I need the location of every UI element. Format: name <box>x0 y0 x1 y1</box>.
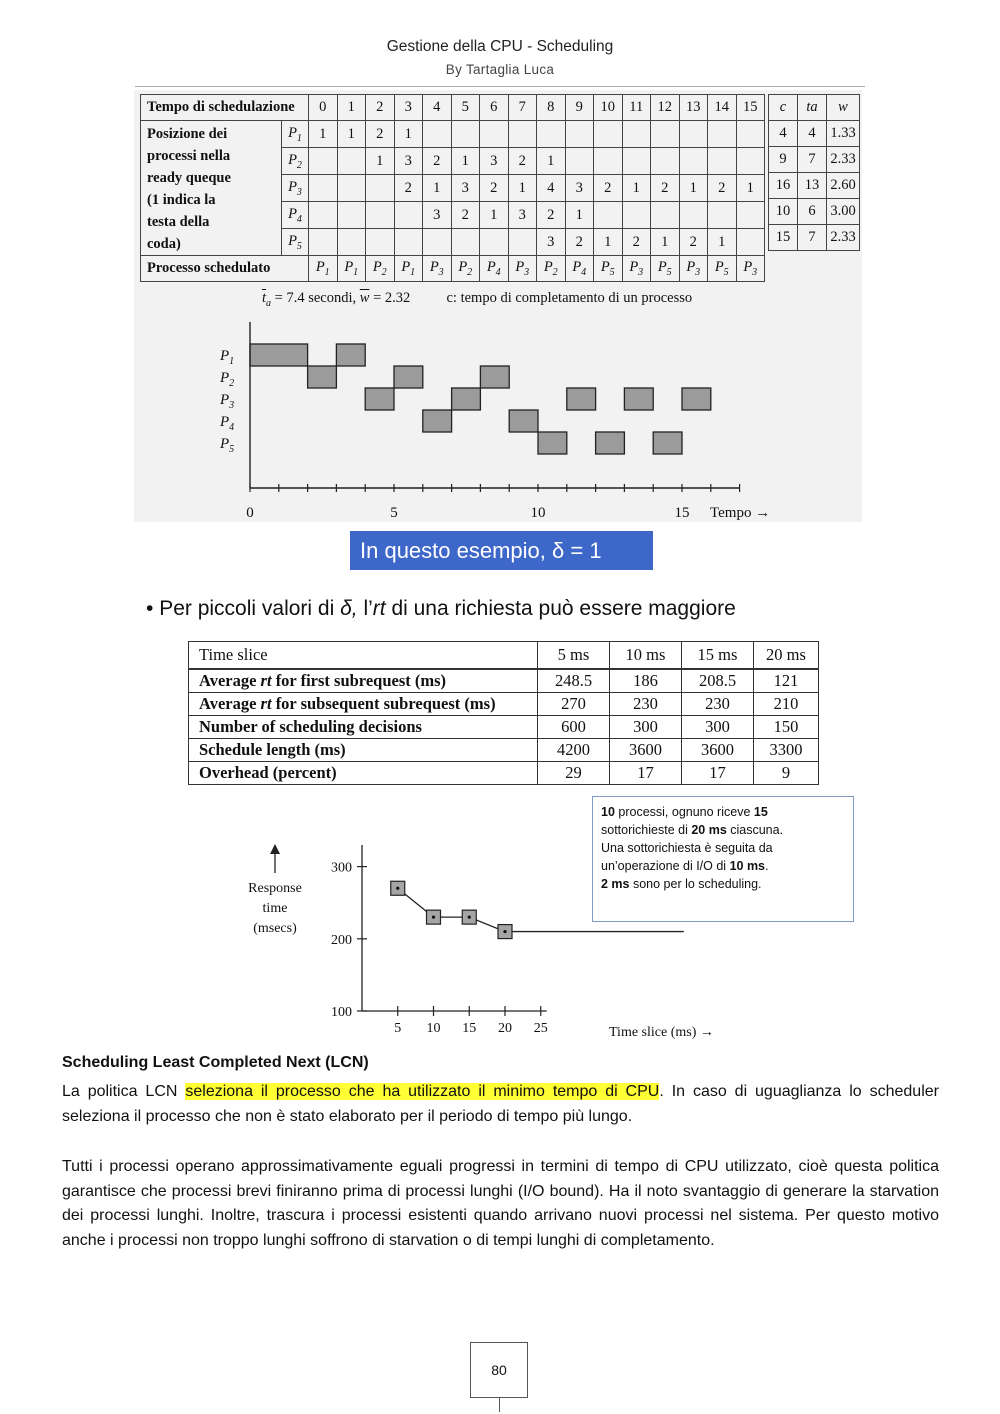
highlighted-text: seleziona il processo che ha utilizzato il minimo tempo di CPU <box>185 1083 660 1100</box>
table-cell: 300 <box>610 716 682 739</box>
table-cell: 270 <box>538 693 610 716</box>
table-cell: 1 <box>537 148 566 175</box>
paragraph-lcn-definition <box>62 1080 939 1129</box>
scheduled-process: $P_3$ <box>679 256 708 282</box>
bullet-rt: rt <box>372 597 386 620</box>
time-column-header: 2 <box>366 95 395 121</box>
gantt-bar <box>308 366 337 388</box>
table-cell: 2 <box>508 148 537 175</box>
gantt-tick-label: 5 <box>390 505 398 521</box>
table-header-row <box>189 642 819 670</box>
gantt-tick-label: 0 <box>246 505 254 521</box>
table-cell: 248.5 <box>538 669 610 693</box>
scheduled-label: Processo schedulato <box>141 256 309 282</box>
stats-cell: 2.33 <box>827 225 860 251</box>
table-cell: 1 <box>480 202 509 229</box>
table-row <box>189 693 819 716</box>
rt-data-point-dot <box>468 916 471 919</box>
stats-cell: 4 <box>798 121 827 147</box>
stats-header: w <box>827 95 860 121</box>
gantt-bar <box>452 388 481 410</box>
gantt-tick-label: 15 <box>674 505 690 521</box>
row-label <box>189 669 538 693</box>
table-cell: 230 <box>610 693 682 716</box>
table-cell: 3 <box>537 229 566 256</box>
scheduled-process: $P_3$ <box>508 256 537 282</box>
table-cell: 1 <box>708 229 737 256</box>
stats-cell: 3.00 <box>827 199 860 225</box>
stats-cell: 10 <box>769 199 798 225</box>
time-column-header: 10 <box>594 95 623 121</box>
gantt-process-label: $P_1$ <box>220 348 235 367</box>
scheduled-process: $P_2$ <box>366 256 395 282</box>
row-label-text: for first subrequest (ms) <box>271 671 447 690</box>
table-cell: 2 <box>423 148 452 175</box>
row-label-em: rt <box>260 671 272 690</box>
page-number: 80 <box>470 1342 528 1398</box>
gantt-bar <box>682 388 711 410</box>
gantt-bar <box>624 388 653 410</box>
table-header-cell: 5 ms <box>538 642 610 670</box>
table-cell: 3 <box>565 175 594 202</box>
rt-y-label: Response <box>248 881 302 896</box>
bullet-text-3: di una richiesta può essere maggiore <box>385 597 736 620</box>
note-text: . <box>765 859 769 873</box>
rt-y-label: (msecs) <box>253 921 297 936</box>
row-group-label-line: processi nella <box>147 148 231 164</box>
row-label <box>189 693 538 716</box>
table-cell: 2 <box>651 175 680 202</box>
table-cell: 2 <box>708 175 737 202</box>
stats-header: ta <box>798 95 827 121</box>
table-row <box>189 739 819 762</box>
row-label <box>189 739 538 762</box>
scheduled-process: $P_3$ <box>622 256 651 282</box>
rt-x-tick-label: 10 <box>426 1021 441 1036</box>
time-column-header: 15 <box>736 95 765 121</box>
table-cell: 1 <box>679 175 708 202</box>
time-column-header: 6 <box>480 95 509 121</box>
figure-scheduling-example <box>134 90 862 522</box>
table-header-cell: 20 ms <box>754 642 819 670</box>
time-column-header: 14 <box>708 95 737 121</box>
gantt-bar <box>336 344 365 366</box>
note-text: un’operazione di I/O di <box>601 859 730 873</box>
row-label-text: Schedule length (ms) <box>199 740 346 759</box>
table-cell: 2 <box>594 175 623 202</box>
row-group-label-line: (1 indica la <box>147 192 216 208</box>
table-header-cell: Time slice <box>189 642 538 670</box>
gantt-bar <box>480 366 509 388</box>
note-text: processi, ognuno riceve <box>614 805 754 819</box>
stats-cell: 13 <box>798 173 827 199</box>
table-cell: 1 <box>423 175 452 202</box>
scheduled-process: $P_5$ <box>651 256 680 282</box>
table-cell: 3 <box>394 148 423 175</box>
table-cell: 600 <box>538 716 610 739</box>
stats-cell: 9 <box>769 147 798 173</box>
time-column-header: 5 <box>451 95 480 121</box>
time-column-header: 7 <box>508 95 537 121</box>
bullet-text-1: Per piccoli valori di <box>159 597 341 620</box>
time-column-header: 3 <box>394 95 423 121</box>
table-cell: 1 <box>508 175 537 202</box>
process-label: $P_2$ <box>282 148 309 175</box>
scheduled-process: $P_3$ <box>423 256 452 282</box>
rt-x-tick-label: 5 <box>394 1021 402 1036</box>
caption-averages: $\overline{t}_a = 7.4$ secondi, $\overline{w} = 2.32$ <box>262 290 411 309</box>
scheduled-process: $P_4$ <box>480 256 509 282</box>
header-divider <box>135 86 865 87</box>
rt-x-tick-label: 15 <box>462 1021 477 1036</box>
response-time-chart <box>230 828 770 1046</box>
table-cell: 17 <box>682 762 754 785</box>
note-subrequest-time: 20 ms <box>691 823 727 837</box>
bullet-delta: δ, <box>340 597 358 620</box>
bullet-text-2: l’ <box>357 597 373 620</box>
caption-legend: c: tempo di completamento di un processo <box>446 290 693 306</box>
stats-cell: 16 <box>769 173 798 199</box>
scheduled-process: $P_5$ <box>594 256 623 282</box>
rt-x-tick-label: 20 <box>498 1021 512 1036</box>
stats-cell: 2.60 <box>827 173 860 199</box>
table-cell: 2 <box>679 229 708 256</box>
table-cell: 1 <box>337 121 366 148</box>
stats-header: c <box>769 95 798 121</box>
row-label-text: for subsequent subrequest (ms) <box>271 694 496 713</box>
gantt-bar <box>596 432 625 454</box>
row-label-em: rt <box>260 694 272 713</box>
note-text: Una sottorichiesta è seguita da <box>601 841 773 855</box>
rt-data-point-dot <box>432 916 435 919</box>
rt-y-tick-label: 100 <box>331 1005 352 1020</box>
process-label: $P_3$ <box>282 175 309 202</box>
rt-y-label: time <box>262 901 288 916</box>
paragraph-text: La politica LCN <box>62 1083 186 1100</box>
process-label: $P_4$ <box>282 202 309 229</box>
table-cell: 29 <box>538 762 610 785</box>
table-cell: 4 <box>537 175 566 202</box>
stats-cell: 1.33 <box>827 121 860 147</box>
row-group-label-line: ready queque <box>147 170 231 186</box>
note-text: sottorichieste di <box>601 823 692 837</box>
note-scheduling-time: 2 ms <box>601 877 630 891</box>
section-title: Scheduling Least Completed Next (LCN) <box>62 1054 369 1071</box>
table-row <box>189 716 819 739</box>
row-label-text: Average <box>199 694 261 713</box>
table-cell: 2 <box>480 175 509 202</box>
gantt-bar <box>567 388 596 410</box>
time-column-header: 11 <box>622 95 651 121</box>
table-cell: 3 <box>508 202 537 229</box>
scheduled-process: $P_2$ <box>451 256 480 282</box>
time-column-header: 8 <box>537 95 566 121</box>
table-cell: 3300 <box>754 739 819 762</box>
rt-y-tick-label: 200 <box>331 932 352 948</box>
scheduled-process: $P_1$ <box>394 256 423 282</box>
table-cell: 3 <box>480 148 509 175</box>
table-cell: 230 <box>682 693 754 716</box>
table-cell: 3 <box>423 202 452 229</box>
table-cell: 1 <box>651 229 680 256</box>
time-column-header: 12 <box>651 95 680 121</box>
process-label: $P_1$ <box>282 121 309 148</box>
table-cell: 9 <box>754 762 819 785</box>
gantt-bar <box>653 432 682 454</box>
note-subrequests-count: 15 <box>753 805 768 819</box>
page-header-title: Gestione della CPU - Scheduling <box>386 38 614 55</box>
time-column-header: 9 <box>565 95 594 121</box>
table-cell: 208.5 <box>682 669 754 693</box>
table-cell: 1 <box>736 175 765 202</box>
rt-y-tick-label: 300 <box>331 860 352 876</box>
time-slice-table <box>188 641 819 785</box>
table-cell: 2 <box>565 229 594 256</box>
table-row <box>189 669 819 693</box>
gantt-process-label: $P_3$ <box>220 392 235 411</box>
time-column-header: 4 <box>423 95 452 121</box>
stats-cell: 6 <box>798 199 827 225</box>
row-label-text: Average <box>199 671 261 690</box>
table-cell: 121 <box>754 669 819 693</box>
table-cell: 3 <box>451 175 480 202</box>
stats-cell: 7 <box>798 225 827 251</box>
row-label <box>189 716 538 739</box>
table-cell: 186 <box>610 669 682 693</box>
paragraph-text: . In caso di uguaglianza lo scheduler seleziona il processo che non è stato elaborato per il periodo di tempo più lungo. <box>62 1083 939 1125</box>
note-processes-count: 10 <box>601 805 615 819</box>
table-header-cell: 15 ms <box>682 642 754 670</box>
rt-x-label: Time slice (ms) → <box>609 1025 714 1040</box>
scheduled-process: $P_4$ <box>565 256 594 282</box>
table-cell: 4200 <box>538 739 610 762</box>
gantt-process-label: $P_5$ <box>220 436 235 455</box>
stats-cell: 4 <box>769 121 798 147</box>
gantt-process-label: $P_2$ <box>220 370 235 389</box>
table-cell: 2 <box>622 229 651 256</box>
table-cell: 1 <box>565 202 594 229</box>
stats-cell: 2.33 <box>827 147 860 173</box>
note-io-time: 10 ms <box>729 859 766 873</box>
row-label <box>189 762 538 785</box>
gantt-tick-label: 10 <box>530 505 546 521</box>
rt-data-point-dot <box>503 930 506 933</box>
table-cell: 2 <box>537 202 566 229</box>
row-label-text: Number of scheduling decisions <box>199 717 422 736</box>
bullet-point: • Per piccoli valori di δ, l’rt di una richiesta può essere maggiore <box>146 597 736 620</box>
rt-y-arrow-head <box>270 844 280 854</box>
gantt-bar <box>365 388 394 410</box>
time-column-header: 0 <box>309 95 338 121</box>
scheduled-process: $P_5$ <box>708 256 737 282</box>
table-cell: 1 <box>366 148 395 175</box>
time-column-header: 13 <box>679 95 708 121</box>
table-cell: 17 <box>610 762 682 785</box>
scheduled-process: $P_2$ <box>537 256 566 282</box>
rt-data-point-dot <box>396 887 399 890</box>
table-row <box>189 762 819 785</box>
table-cell: 150 <box>754 716 819 739</box>
table-cell: 2 <box>451 202 480 229</box>
table-cell: 3600 <box>682 739 754 762</box>
note-text: ciascuna. <box>726 823 784 837</box>
delta-banner: In questo esempio, δ = 1 <box>350 531 653 570</box>
table-cell: 3600 <box>610 739 682 762</box>
row-group-label-line: testa della <box>147 214 210 230</box>
gantt-x-label: Tempo → <box>710 505 771 521</box>
table-cell: 1 <box>309 121 338 148</box>
page-number-stem <box>499 1398 500 1412</box>
scheduled-process: $P_1$ <box>309 256 338 282</box>
corner-label: Tempo di schedulazione <box>141 95 309 121</box>
table-cell: 1 <box>594 229 623 256</box>
table-cell: 1 <box>622 175 651 202</box>
process-label: $P_5$ <box>282 229 309 256</box>
gantt-bar <box>509 410 538 432</box>
gantt-bar <box>250 344 308 366</box>
table-cell: 2 <box>366 121 395 148</box>
row-label-text: Overhead (percent) <box>199 763 337 782</box>
scheduled-process: $P_3$ <box>736 256 765 282</box>
table-header-cell: 10 ms <box>610 642 682 670</box>
gantt-bar <box>538 432 567 454</box>
row-group-label-line: Posizione dei <box>147 126 228 142</box>
scheduled-process: $P_1$ <box>337 256 366 282</box>
stats-cell: 15 <box>769 225 798 251</box>
gantt-bar <box>394 366 423 388</box>
note-text: sono per lo scheduling. <box>629 877 762 891</box>
stats-cell: 7 <box>798 147 827 173</box>
rt-x-tick-label: 25 <box>533 1021 548 1036</box>
table-cell: 300 <box>682 716 754 739</box>
paragraph-lcn-properties: Tutti i processi operano approssimativamente eguali progressi in termini di tempo di CPU utilizzato, cioè questa politica garantisce che processi brevi finiranno prima di processi lunghi (I/O bound). Ha il noto svantaggio di generare la starvation dei processi lunghi. Inoltre, trascura i processi esistenti quando arrivano nuovi processi nel sistema. Per questo motivo anche i processi non troppo lunghi soffrono di starvation o di tempi lunghi di completamento. <box>62 1158 939 1249</box>
gantt-bar <box>423 410 452 432</box>
table-cell: 1 <box>394 121 423 148</box>
table-cell: 1 <box>451 148 480 175</box>
gantt-chart <box>134 90 862 522</box>
time-column-header: 1 <box>337 95 366 121</box>
gantt-process-label: $P_4$ <box>220 414 235 433</box>
table-cell: 210 <box>754 693 819 716</box>
table-cell: 2 <box>394 175 423 202</box>
page-header-author: By Tartaglia Luca <box>445 62 555 77</box>
row-group-label-line: coda) <box>147 236 181 252</box>
